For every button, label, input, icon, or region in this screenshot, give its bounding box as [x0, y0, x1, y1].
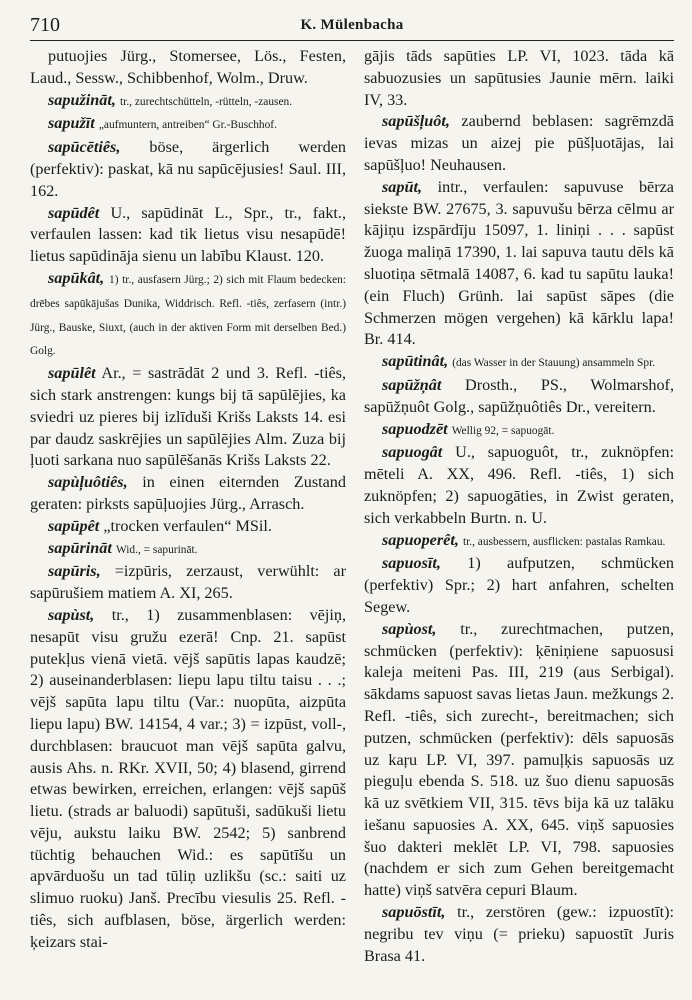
entry-definition: Wid., = sapurināt.	[115, 543, 198, 556]
page-header	[30, 14, 674, 40]
entry-definition: putuojies Jürg., Stomersee, Lös., Festen, Laud., Sessw., Schibbenhof, Wolm., Druw.	[30, 47, 346, 87]
dictionary-entry	[30, 90, 346, 114]
dictionary-entry	[364, 111, 674, 176]
entry-headword: sapūris,	[48, 562, 101, 581]
dictionary-entry	[30, 203, 346, 268]
entry-definition: tr., zerstören (gew.: izpuostīt): negribu tev viņu (= prieku) sapuostīt Juris Brasa 41.	[364, 903, 674, 965]
entry-definition: tr., zurechtmachen, putzen, schmücken (perfektiv): ķēniņiene sapuosusi kaleja meiteni Pas. III, 219 (aus Serbigal). sākdams sapuost savas lietas Jaun. mežkungs 2. Refl. -tiês, sich zurecht-, bereitmachen; sich putzen, schmücken (perfektiv): dēls sapuosās uz kaŗu LP. VI, 397. pamuļķis sapuosās uz pieguļu ebenda S. 518. uz šuo dienu sapuosās kā uz svētkiem VII, 315. tēvs bija kā uz talāku iešanu sapuosies A. XX, 645. viņš sapuosies šuo dakteri meklēt LP. VI, 798. sapuosies (nachdem er sich zum Gehen bereitgemacht hatte) viņš satvēra cepuri Blaum.	[364, 619, 674, 900]
entry-definition: tr., ausbessern, ausflicken: pastalas Ramkau.	[462, 535, 666, 548]
dictionary-entry	[30, 605, 346, 954]
dictionary-entry	[364, 902, 674, 967]
entry-definition: Wellig 92, = sapuogāt.	[451, 424, 555, 437]
entry-headword: sapūt,	[382, 177, 423, 196]
dictionary-entry	[364, 46, 674, 111]
entry-headword: sapuodzēt	[382, 419, 448, 438]
dictionary-entry	[30, 561, 346, 605]
entry-definition: intr., verfaulen: sapuvuse bērza siekste BW. 27675, 3. sapuvušu bērza cēlmu ar kājiņu izspārdīju 15097, 1. liniņi . . . sapūst žuoga maliņā 17390, 1. lai sapuva tautu dēls kā sluotiņa sētmalā 14087, 6. kad tu sapūtu lauka! (ein Fluch) Grünh. lai sapūst sāpes (die Schmerzen mögen vergehen) kā kārklu lapa! Br. 414.	[364, 177, 674, 349]
dictionary-entry	[30, 538, 346, 562]
entry-headword: sapūcētiês,	[48, 138, 121, 157]
entry-headword: sapūkât,	[48, 268, 105, 287]
entry-definition: Ar., = sastrādāt 2 und 3. Refl. -tiês, sich stark anstrengen: kungs bij tā sapūlējies, ka sviedri uz pieres bij izlīduši Krišs Laksts 14. esi par daudz saskrējies un sapūlējies Alm. Zuza bij ļuoti sarkana nuo sapūlēšanās Krišs Laksts 22.	[30, 364, 346, 470]
entry-definition: U., sapuoguôt, tr., zuknöpfen: mēteli A. XX, 496. Refl. -tiês, 1) sich zuknöpfen; 2) sapuogāties, in Zwist geraten, sich verkabbeln Burtn. n. U.	[364, 443, 674, 527]
entry-definition: gājis tāds sapūties LP. VI, 1023. tāda kā sabuozusies un sapūtusies Jaunie mērn. laiki IV, 33.	[364, 47, 674, 109]
entry-headword: sapùost,	[382, 619, 437, 638]
entry-headword: sapūtinât,	[382, 352, 449, 371]
dictionary-entry	[364, 375, 674, 419]
entry-headword: sapuogât	[382, 443, 443, 462]
entry-headword: sapužīt	[48, 114, 95, 133]
entry-definition: in einen eiternden Zustand geraten: pirksts sapūļuojies Jürg., Arrasch.	[30, 473, 346, 513]
dictionary-entry	[364, 177, 674, 351]
header-rule	[30, 40, 674, 41]
dictionary-entry	[364, 553, 674, 618]
dictionary-entry	[364, 419, 674, 443]
entry-definition: „aufmuntern, antreiben“ Gr.-Buschhof.	[98, 119, 277, 132]
dictionary-entry	[30, 113, 346, 137]
left-column	[30, 46, 346, 994]
entry-definition: tr., zurechtschütteln, -rütteln, -zausen.	[119, 95, 293, 108]
entry-headword: sapùst,	[48, 605, 95, 624]
entry-definition: 1) tr., ausfasern Jürg.; 2) sich mit Flaum bedecken: drēbes sapūkājušas Dunika, Widdrisch. Refl. -tiês, zerfasern (intr.) Jürg., Bauske, Siuxt, (auch in der aktiven Form mit derselben Bed.) Golg.	[30, 273, 346, 358]
entry-definition: „trocken verfaulen“ MSil.	[103, 516, 272, 535]
entry-definition: =izpūris, zerzaust, verwühlt: ar sapūrušiem matiem A. XI, 265.	[30, 562, 346, 603]
entry-definition: 1) aufputzen, schmücken (perfektiv) Spr.; 2) hart anfahren, schelten Segew.	[364, 554, 674, 616]
dictionary-entry	[364, 351, 674, 375]
entry-headword: sapūrināt	[48, 538, 112, 557]
entry-headword: sapūšļuôt,	[382, 112, 450, 131]
dictionary-entry	[30, 268, 346, 363]
entry-definition: Drosth., PS., Wolmarshof, sapūžņuôt Golg., sapūžņuôtiês Dr., vereitern.	[364, 375, 674, 416]
entry-headword: sapuōstīt,	[382, 903, 446, 922]
dictionary-entry	[30, 516, 346, 538]
entry-headword: sapūlêt	[48, 364, 96, 383]
entry-headword: sapùļuôtiês,	[48, 473, 128, 492]
entry-headword: sapužināt,	[48, 90, 116, 109]
entry-definition: tr., 1) zusammenblasen: vējiņ, nesapūt visu gružu ezerā! Cnp. 21. sapūst putekļus vienā vietā. vējš sapūtis lapas kaudzē; 2) auseinanderblasen: liepu lapu tiltu taisu . . .; vējš sapūta lapu tiltu (Var.: nuopūta, aizpūta liepu lapu) BW. 14154, 4 var.; 3) = izpūst, voll-, durchblasen: braucuot man vējš sapūta galvu, ausis Ahs. n. RKr. XVII, 50; 4) blasend, girrend etwas bewirken, erreichen, erlangen: vējš sapūš lietu. (strads ar baluodi) sapūtuši, sadūkuši lietu vēju, aukstu laiku BW. 2542; 5) sanbrend tüchtig behauchen Wid.: es sapūtīšu un apvārduošu un tad tūliņ uzlikšu (sc.: saiti uz slimuo ruoku) Janš. Precību viesulis 25. Refl. -tiês, sich aufblasen, böse, ärgerlich werden: ķeizars stai-	[30, 605, 346, 951]
entry-headword: sapuoperêt,	[382, 530, 459, 549]
entry-headword: sapūdêt	[48, 203, 100, 222]
entry-definition: U., sapūdināt L., Spr., tr., fakt., verfaulen lassen: kad tik lietus visu nesapūdē! lietus sapūdināja sienu un labību Klaust. 120.	[30, 203, 346, 266]
dictionary-entry	[364, 530, 674, 554]
entry-definition: zaubernd beblasen: sagrēmzdā ievas mizas un aizej pie pūšļuotājas, lai sapūšļuo! Neuhausen.	[364, 112, 674, 174]
running-title: K. Mülenbacha	[300, 17, 404, 33]
page-number: 710	[30, 14, 60, 36]
right-column	[364, 46, 674, 994]
dictionary-entry	[30, 472, 346, 516]
entry-headword: sapūpêt	[48, 516, 100, 535]
dictionary-entry	[30, 363, 346, 472]
dictionary-entry	[364, 619, 674, 902]
entry-headword: sapuosīt,	[382, 554, 441, 573]
entry-headword: sapūžņât	[382, 375, 442, 394]
dictionary-entry	[30, 46, 346, 90]
entry-definition: böse, ärgerlich werden (perfektiv): paskat, kā nu sapūcējusies! Saul. III, 162.	[30, 138, 346, 200]
dictionary-entry	[30, 137, 346, 202]
entry-definition: (das Wasser in der Stauung) ansammeln Spr.	[452, 357, 656, 370]
dictionary-entry	[364, 442, 674, 529]
